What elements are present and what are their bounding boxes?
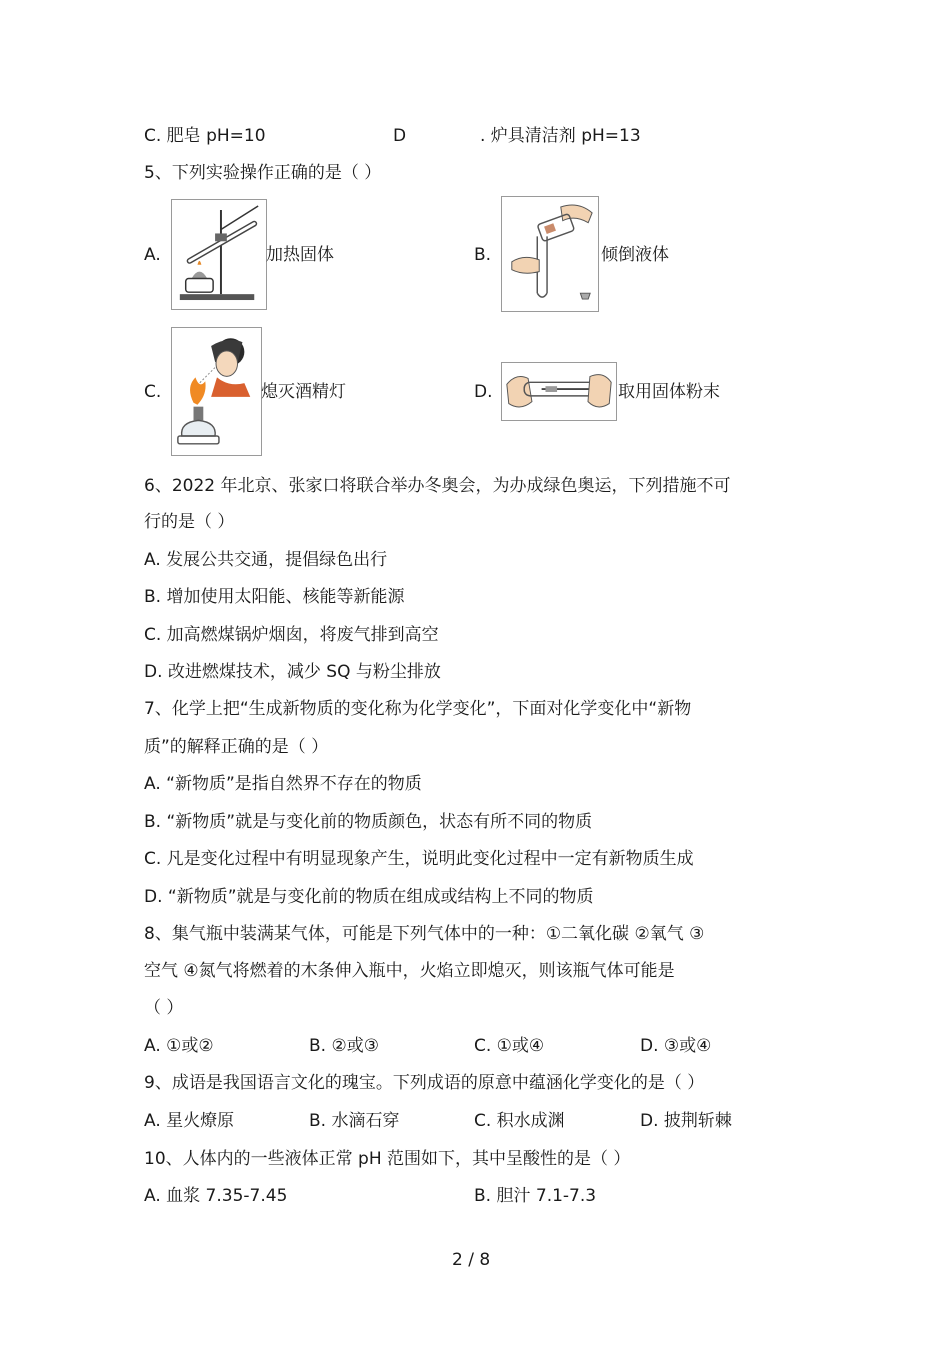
q6-option-c: C. 加高燃煤锅炉烟囱，将废气排到高空 bbox=[144, 625, 439, 645]
q8-stem-line1: 8、集气瓶中装满某气体，可能是下列气体中的一种：①二氧化碳 ②氧气 ③ bbox=[144, 924, 705, 944]
q8-option-c: C. ①或④ bbox=[474, 1036, 545, 1056]
q5-option-d-letter: D. bbox=[474, 382, 493, 402]
q9-option-d: D. 披荆斩棘 bbox=[640, 1111, 732, 1131]
q9-option-c: C. 积水成渊 bbox=[474, 1111, 565, 1131]
q9-stem: 9、成语是我国语言文化的瑰宝。下列成语的原意中蕴涵化学变化的是（ ） bbox=[144, 1073, 705, 1093]
q7-option-c: C. 凡是变化过程中有明显现象产生，说明此变化过程中一定有新物质生成 bbox=[144, 849, 694, 869]
q6-stem-line1: 6、2022 年北京、张家口将联合举办冬奥会，为办成绿色奥运，下列措施不可 bbox=[144, 476, 731, 496]
q5-option-a-letter: A. bbox=[144, 245, 161, 265]
q9-option-a: A. 星火燎原 bbox=[144, 1111, 235, 1131]
q5-option-b-letter: B. bbox=[474, 245, 492, 265]
q8-option-d: D. ③或④ bbox=[640, 1036, 712, 1056]
q5-option-d-text: 取用固体粉末 bbox=[618, 382, 720, 402]
q8-stem-line2: 空气 ④氮气将燃着的木条伸入瓶中，火焰立即熄灭，则该瓶气体可能是 bbox=[144, 961, 675, 981]
pouring-liquid-illustration bbox=[501, 196, 599, 312]
q4-option-d-text: . 炉具清洁剂 pH=13 bbox=[480, 126, 641, 146]
q6-stem-line2: 行的是（ ） bbox=[144, 512, 235, 532]
page-number: 2 / 8 bbox=[452, 1250, 491, 1270]
q5-option-c-text: 熄灭酒精灯 bbox=[261, 382, 346, 402]
q9-option-b: B. 水滴石穿 bbox=[309, 1111, 400, 1131]
q6-option-b: B. 增加使用太阳能、核能等新能源 bbox=[144, 587, 405, 607]
q4-option-d-letter: D bbox=[393, 126, 407, 146]
q7-stem-line2: 质”的解释正确的是（ ） bbox=[144, 737, 329, 757]
q8-option-a: A. ①或② bbox=[144, 1036, 214, 1056]
q10-option-a: A. 血浆 7.35-7.45 bbox=[144, 1186, 288, 1206]
q5-stem: 5、下列实验操作正确的是（ ） bbox=[144, 163, 382, 183]
q5-option-c-letter: C. bbox=[144, 382, 162, 402]
take-solid-powder-illustration bbox=[501, 362, 617, 421]
q10-stem: 10、人体内的一些液体正常 pH 范围如下，其中呈酸性的是（ ） bbox=[144, 1149, 631, 1169]
q6-option-a: A. 发展公共交通，提倡绿色出行 bbox=[144, 550, 388, 570]
q10-option-b: B. 胆汁 7.1-7.3 bbox=[474, 1186, 597, 1206]
q8-stem-line3: （ ） bbox=[144, 998, 184, 1018]
q7-stem-line1: 7、化学上把“生成新物质的变化称为化学变化”，下面对化学变化中“新物 bbox=[144, 699, 692, 719]
q4-option-c: C. 肥皂 pH=10 bbox=[144, 126, 266, 146]
q7-option-d: D. “新物质”就是与变化前的物质在组成或结构上不同的物质 bbox=[144, 887, 594, 907]
heating-solid-illustration bbox=[171, 199, 267, 310]
q7-option-a: A. “新物质”是指自然界不存在的物质 bbox=[144, 774, 422, 794]
q5-option-a-text: 加热固体 bbox=[266, 245, 334, 265]
q7-option-b: B. “新物质”就是与变化前的物质颜色，状态有所不同的物质 bbox=[144, 812, 593, 832]
q6-option-d: D. 改进燃煤技术，减少 SQ 与粉尘排放 bbox=[144, 662, 441, 682]
q8-option-b: B. ②或③ bbox=[309, 1036, 379, 1056]
q5-option-b-text: 倾倒液体 bbox=[601, 245, 669, 265]
extinguish-alcohol-lamp-illustration bbox=[171, 327, 262, 456]
